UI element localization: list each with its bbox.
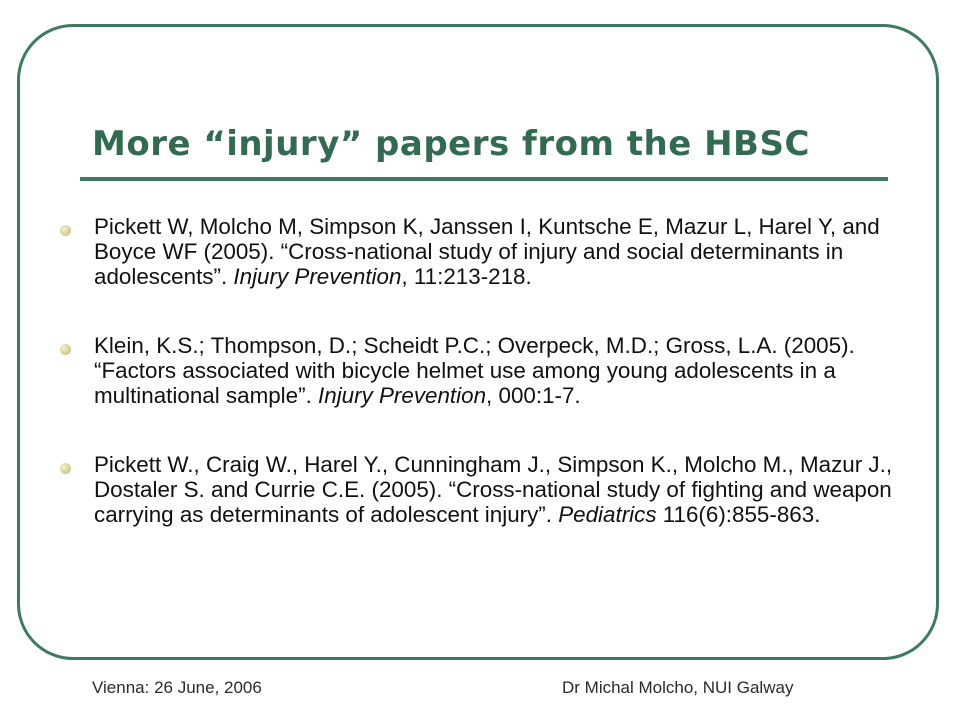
reference-text [94, 333, 855, 408]
bullet-icon [60, 344, 71, 355]
footer-location-date: Vienna: 26 June, 2006 [92, 678, 262, 697]
reference-item [60, 333, 900, 408]
reference-text [94, 214, 880, 289]
reference-list [60, 214, 900, 571]
reference-item [60, 214, 900, 289]
journal-name: Pediatrics [558, 502, 657, 527]
bullet-icon [60, 463, 71, 474]
journal-name: Injury Prevention [318, 383, 487, 408]
footer-author: Dr Michal Molcho, NUI Galway [562, 678, 794, 697]
reference-pages: , 11:213-218. [401, 264, 532, 289]
reference-citation: Pickett W., Craig W., Harel Y., Cunningham J., Simpson K., Molcho M., Mazur J., Dostaler S. and Currie C.E. (2005). “Cross-national study of fighting and weapon carrying as determinants of adolescent injury”. [94, 452, 893, 527]
reference-citation: Klein, K.S.; Thompson, D.; Scheidt P.C.; Overpeck, M.D.; Gross, L.A. (2005). “Factors associated with bicycle helmet use among young adolescents in a multinational sample”. [94, 333, 855, 408]
slide-title: More “injury” papers from the HBSC [92, 124, 810, 164]
reference-pages: 116(6):855-863. [656, 502, 821, 527]
reference-pages: , 000:1-7. [486, 383, 581, 408]
reference-text [94, 452, 892, 527]
bullet-icon [60, 225, 71, 236]
reference-item [60, 452, 900, 527]
title-underline [80, 177, 888, 181]
reference-citation: Pickett W, Molcho M, Simpson K, Janssen I, Kuntsche E, Mazur L, Harel Y, and Boyce WF (2005). “Cross-national study of injury and social determinants in adolescents”. [94, 214, 880, 289]
journal-name: Injury Prevention [233, 264, 402, 289]
